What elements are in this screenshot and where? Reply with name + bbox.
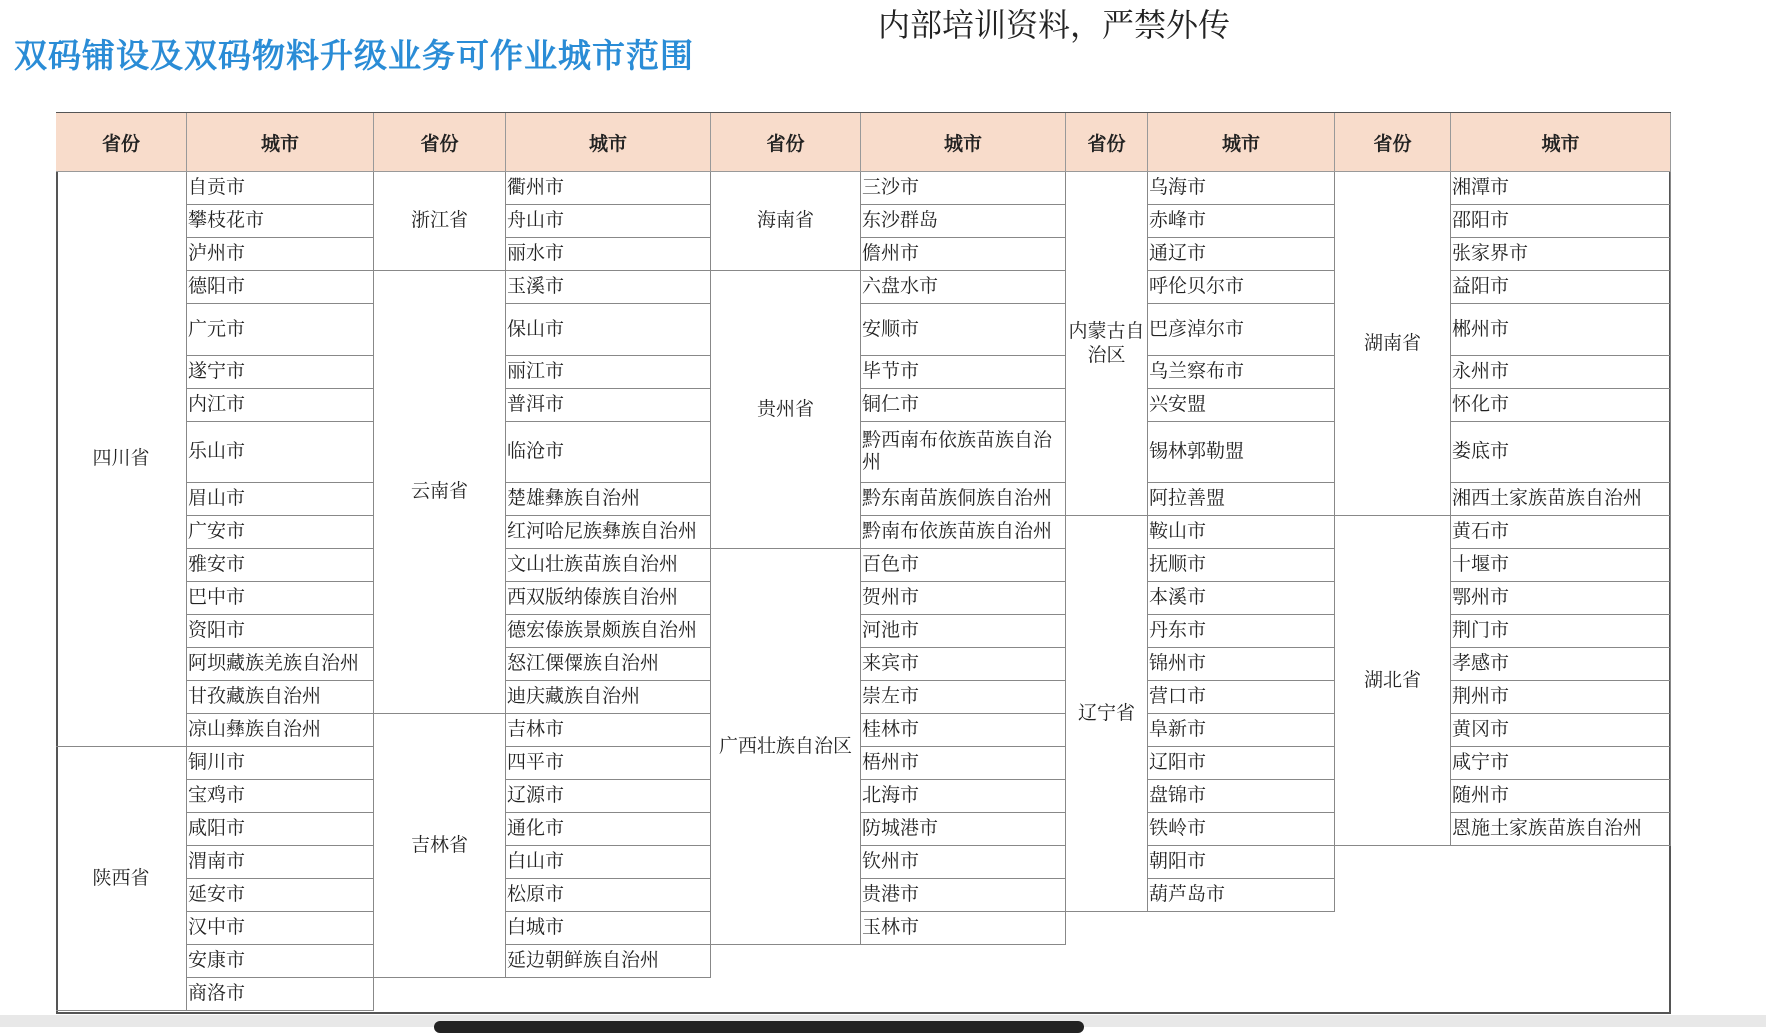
city-cell: 黄冈市 bbox=[1451, 714, 1671, 747]
city-cell: 铁岭市 bbox=[1148, 813, 1335, 846]
city-cell: 商洛市 bbox=[187, 978, 374, 1011]
header-city: 城市 bbox=[506, 113, 711, 172]
city-cell: 宝鸡市 bbox=[187, 780, 374, 813]
header-city: 城市 bbox=[187, 113, 374, 172]
city-cell: 锡林郭勒盟 bbox=[1148, 422, 1335, 483]
city-cell: 东沙群岛 bbox=[861, 205, 1066, 238]
city-cell: 营口市 bbox=[1148, 681, 1335, 714]
province-cell: 吉林省 bbox=[374, 714, 506, 978]
city-cell: 白城市 bbox=[506, 912, 711, 945]
city-cell: 通化市 bbox=[506, 813, 711, 846]
city-cell: 四平市 bbox=[506, 747, 711, 780]
city-cell: 乐山市 bbox=[187, 422, 374, 483]
city-cell: 梧州市 bbox=[861, 747, 1066, 780]
city-cell: 朝阳市 bbox=[1148, 846, 1335, 879]
city-cell: 郴州市 bbox=[1451, 304, 1671, 356]
city-cell: 六盘水市 bbox=[861, 271, 1066, 304]
province-cell: 广西壮族自治区 bbox=[711, 549, 861, 945]
city-cell: 毕节市 bbox=[861, 356, 1066, 389]
city-cell: 甘孜藏族自治州 bbox=[187, 681, 374, 714]
city-cell: 广元市 bbox=[187, 304, 374, 356]
city-cell: 泸州市 bbox=[187, 238, 374, 271]
city-cell: 丽水市 bbox=[506, 238, 711, 271]
province-cell: 浙江省 bbox=[374, 172, 506, 271]
city-cell: 迪庆藏族自治州 bbox=[506, 681, 711, 714]
header-province: 省份 bbox=[1335, 113, 1451, 172]
city-cell: 张家界市 bbox=[1451, 238, 1671, 271]
city-cell: 本溪市 bbox=[1148, 582, 1335, 615]
city-cell: 普洱市 bbox=[506, 389, 711, 422]
city-cell: 红河哈尼族彝族自治州 bbox=[506, 516, 711, 549]
city-cell: 舟山市 bbox=[506, 205, 711, 238]
city-cell: 辽源市 bbox=[506, 780, 711, 813]
city-cell: 湘西土家族苗族自治州 bbox=[1451, 483, 1671, 516]
city-cell: 儋州市 bbox=[861, 238, 1066, 271]
city-cell: 娄底市 bbox=[1451, 422, 1671, 483]
page-title: 双码铺设及双码物料升级业务可作业城市范围 bbox=[14, 36, 694, 75]
city-cell: 十堰市 bbox=[1451, 549, 1671, 582]
header-province: 省份 bbox=[711, 113, 861, 172]
city-cell: 咸宁市 bbox=[1451, 747, 1671, 780]
province-cell: 云南省 bbox=[374, 271, 506, 714]
city-cell: 文山壮族苗族自治州 bbox=[506, 549, 711, 582]
city-cell: 铜川市 bbox=[187, 747, 374, 780]
city-cell: 锦州市 bbox=[1148, 648, 1335, 681]
city-cell: 盘锦市 bbox=[1148, 780, 1335, 813]
city-cell: 鄂州市 bbox=[1451, 582, 1671, 615]
city-cell: 玉林市 bbox=[861, 912, 1066, 945]
city-cell: 防城港市 bbox=[861, 813, 1066, 846]
city-cell: 贺州市 bbox=[861, 582, 1066, 615]
city-cell: 通辽市 bbox=[1148, 238, 1335, 271]
city-cell: 吉林市 bbox=[506, 714, 711, 747]
city-cell: 资阳市 bbox=[187, 615, 374, 648]
city-cell: 阿坝藏族羌族自治州 bbox=[187, 648, 374, 681]
city-cell: 渭南市 bbox=[187, 846, 374, 879]
city-cell: 丽江市 bbox=[506, 356, 711, 389]
city-cell: 崇左市 bbox=[861, 681, 1066, 714]
city-cell: 凉山彝族自治州 bbox=[187, 714, 374, 747]
province-cell: 陕西省 bbox=[56, 747, 187, 1011]
city-cell: 荆州市 bbox=[1451, 681, 1671, 714]
city-cell: 延安市 bbox=[187, 879, 374, 912]
city-cell: 衢州市 bbox=[506, 172, 711, 205]
city-cell: 西双版纳傣族自治州 bbox=[506, 582, 711, 615]
city-cell: 湘潭市 bbox=[1451, 172, 1671, 205]
city-cell: 保山市 bbox=[506, 304, 711, 356]
city-cell: 钦州市 bbox=[861, 846, 1066, 879]
city-cell: 百色市 bbox=[861, 549, 1066, 582]
header-city: 城市 bbox=[861, 113, 1066, 172]
province-cell: 辽宁省 bbox=[1066, 516, 1148, 912]
city-cell: 阜新市 bbox=[1148, 714, 1335, 747]
province-cell: 内蒙古自治区 bbox=[1066, 172, 1148, 516]
city-cell: 丹东市 bbox=[1148, 615, 1335, 648]
city-cell: 抚顺市 bbox=[1148, 549, 1335, 582]
city-cell: 三沙市 bbox=[861, 172, 1066, 205]
city-cell: 安顺市 bbox=[861, 304, 1066, 356]
city-cell: 黔南布依族苗族自治州 bbox=[861, 516, 1066, 549]
city-cell: 德阳市 bbox=[187, 271, 374, 304]
city-cell: 赤峰市 bbox=[1148, 205, 1335, 238]
header-city: 城市 bbox=[1148, 113, 1335, 172]
city-cell: 永州市 bbox=[1451, 356, 1671, 389]
province-cell: 贵州省 bbox=[711, 271, 861, 549]
city-cell: 孝感市 bbox=[1451, 648, 1671, 681]
city-cell: 怒江傈僳族自治州 bbox=[506, 648, 711, 681]
city-cell: 眉山市 bbox=[187, 483, 374, 516]
province-cell: 海南省 bbox=[711, 172, 861, 271]
city-cell: 楚雄彝族自治州 bbox=[506, 483, 711, 516]
city-cell: 邵阳市 bbox=[1451, 205, 1671, 238]
city-cell: 德宏傣族景颇族自治州 bbox=[506, 615, 711, 648]
city-cell: 白山市 bbox=[506, 846, 711, 879]
city-cell: 恩施土家族苗族自治州 bbox=[1451, 813, 1671, 846]
city-cell: 松原市 bbox=[506, 879, 711, 912]
city-cell: 怀化市 bbox=[1451, 389, 1671, 422]
city-cell: 广安市 bbox=[187, 516, 374, 549]
city-cell: 玉溪市 bbox=[506, 271, 711, 304]
city-cell: 北海市 bbox=[861, 780, 1066, 813]
city-cell: 内江市 bbox=[187, 389, 374, 422]
header-province: 省份 bbox=[374, 113, 506, 172]
city-cell: 乌兰察布市 bbox=[1148, 356, 1335, 389]
city-cell: 雅安市 bbox=[187, 549, 374, 582]
city-cell: 安康市 bbox=[187, 945, 374, 978]
city-cell: 桂林市 bbox=[861, 714, 1066, 747]
city-cell: 遂宁市 bbox=[187, 356, 374, 389]
city-cell: 黄石市 bbox=[1451, 516, 1671, 549]
city-cell: 来宾市 bbox=[861, 648, 1066, 681]
horizontal-scrollbar[interactable] bbox=[434, 1021, 1084, 1033]
city-cell: 铜仁市 bbox=[861, 389, 1066, 422]
city-cell: 兴安盟 bbox=[1148, 389, 1335, 422]
city-cell: 巴中市 bbox=[187, 582, 374, 615]
city-cell: 乌海市 bbox=[1148, 172, 1335, 205]
city-cell: 延边朝鲜族自治州 bbox=[506, 945, 711, 978]
city-cell: 自贡市 bbox=[187, 172, 374, 205]
city-cell: 临沧市 bbox=[506, 422, 711, 483]
city-cell: 汉中市 bbox=[187, 912, 374, 945]
city-cell: 辽阳市 bbox=[1148, 747, 1335, 780]
city-cell: 益阳市 bbox=[1451, 271, 1671, 304]
header-province: 省份 bbox=[1066, 113, 1148, 172]
confidential-notice: 内部培训资料，严禁外传 bbox=[878, 6, 1231, 44]
city-cell: 呼伦贝尔市 bbox=[1148, 271, 1335, 304]
province-cell: 湖南省 bbox=[1335, 172, 1451, 516]
city-cell: 随州市 bbox=[1451, 780, 1671, 813]
city-cell: 巴彦淖尔市 bbox=[1148, 304, 1335, 356]
city-cell: 黔东南苗族侗族自治州 bbox=[861, 483, 1066, 516]
city-cell: 鞍山市 bbox=[1148, 516, 1335, 549]
city-cell: 葫芦岛市 bbox=[1148, 879, 1335, 912]
header-city: 城市 bbox=[1451, 113, 1671, 172]
city-cell: 河池市 bbox=[861, 615, 1066, 648]
city-cell: 黔西南布依族苗族自治州 bbox=[861, 422, 1066, 483]
header-province: 省份 bbox=[56, 113, 187, 172]
city-cell: 贵港市 bbox=[861, 879, 1066, 912]
province-cell: 四川省 bbox=[56, 172, 187, 747]
province-cell: 湖北省 bbox=[1335, 516, 1451, 846]
city-cell: 咸阳市 bbox=[187, 813, 374, 846]
city-cell: 攀枝花市 bbox=[187, 205, 374, 238]
city-cell: 荆门市 bbox=[1451, 615, 1671, 648]
city-cell: 阿拉善盟 bbox=[1148, 483, 1335, 516]
